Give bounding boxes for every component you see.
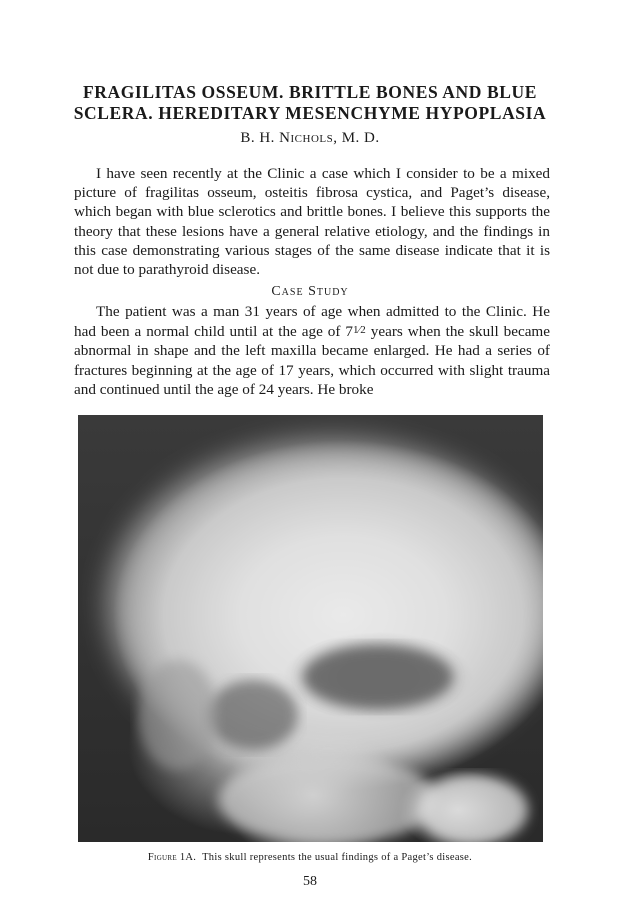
article-title: FRAGILITAS OSSEUM. BRITTLE BONES AND BLUE SCLERA. HEREDITARY MESENCHYME HYPOPLASIA [73,82,547,123]
section-heading: Case Study [271,284,349,299]
paragraph-text-part2: years when the skull became abnormal in shape and the left maxilla became enlarged. He had a series of fractures beginning at the age of 17 years, which occurred with slight trauma and continued until the age of 24 years. He broke [74,323,550,398]
figure-caption-text: This skull represents the usual findings of a Paget’s disease. [202,852,473,863]
figure-caption [0,852,620,863]
age-fraction: 1⁄2 [352,324,366,337]
skull-xray-drawing [78,415,543,842]
intro-paragraph: I have seen recently at the Clinic a case which I consider to be a mixed picture of fragilitas osseum, osteitis fibrosa cystica, and Paget’s disease, which began with blue sclerotics and brittle bones. I believe this supports the theory that these lesions have a general relative etiology, and the findings in this case demonstrating various stages of the same disease indicate that it is not due to parathyroid disease. [74,165,550,279]
paragraph-text-part1: The patient was a man 31 years of age when admitted to the Clinic. He had been a normal child until at the age of 7 [74,303,550,341]
case-study-paragraph [74,302,550,399]
page-number: 58 [303,874,317,889]
skull-xray-image [78,415,543,842]
author-byline: B. H. Nichols, M. D. [240,130,380,146]
figure-label: Figure 1A. [147,852,197,863]
